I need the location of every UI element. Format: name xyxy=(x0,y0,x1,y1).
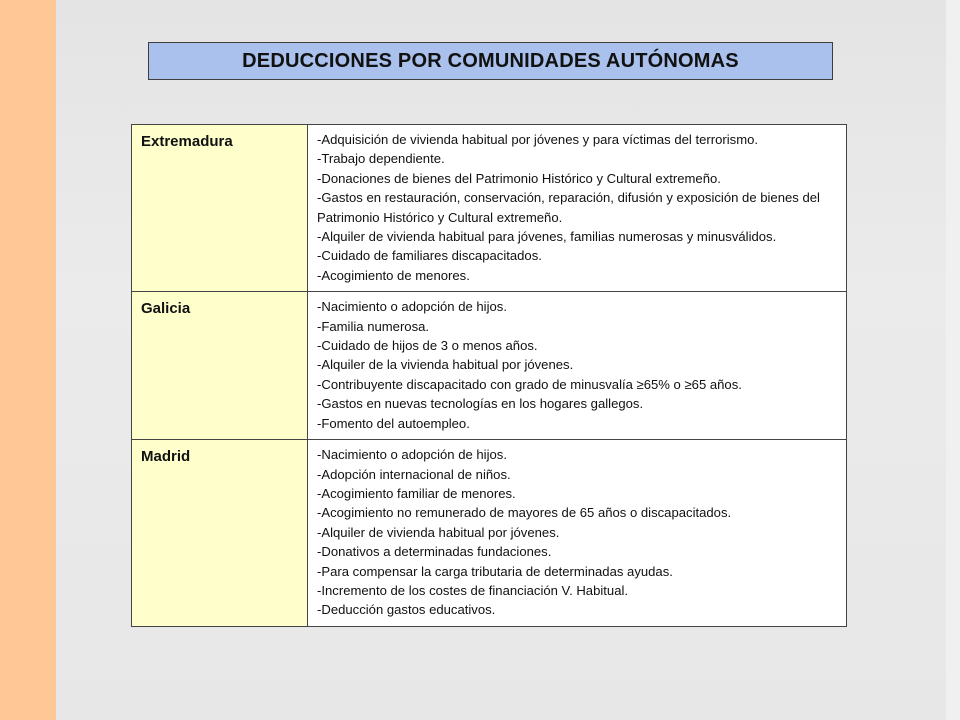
region-name: Madrid xyxy=(141,448,191,466)
region-cell xyxy=(132,440,308,627)
deduction-item: -Nacimiento o adopción de hijos. xyxy=(317,447,507,463)
deduction-item: -Adopción internacional de niños. xyxy=(317,466,511,482)
deduction-item: -Alquiler de la vivienda habitual por jóvenes. xyxy=(317,357,574,373)
deduction-item: -Donativos a determinadas fundaciones. xyxy=(317,544,552,560)
deduction-item: -Acogimiento no remunerado de mayores de 65 años o discapacitados. xyxy=(317,505,732,521)
deduction-item: -Cuidado de hijos de 3 o menos años. xyxy=(317,338,538,354)
region-cell xyxy=(132,125,308,292)
deduction-item: -Para compensar la carga tributaria de determinadas ayudas. xyxy=(317,563,673,579)
region-name: Extremadura xyxy=(141,133,233,150)
deduction-item: -Alquiler de vivienda habitual para jóvenes, familias numerosas y minusválidos. xyxy=(317,229,777,245)
table-row-galicia xyxy=(132,292,847,440)
left-accent-bar xyxy=(0,0,56,720)
deduction-item: -Fomento del autoempleo. xyxy=(317,415,470,431)
deduction-item: -Cuidado de familiares discapacitados. xyxy=(317,248,542,264)
table-row-extremadura xyxy=(132,125,847,292)
deduction-item: -Familia numerosa. xyxy=(317,318,430,334)
deduction-item: -Incremento de los costes de financiación V. Habitual. xyxy=(317,582,629,598)
deduction-item: -Contribuyente discapacitado con grado de minusvalía ≥65% o ≥65 años. xyxy=(317,376,742,392)
table-row-madrid xyxy=(132,440,847,627)
page-title: DEDUCCIONES POR COMUNIDADES AUTÓNOMAS xyxy=(242,49,739,72)
region-name: Galicia xyxy=(141,300,191,318)
deductions-cell xyxy=(308,125,847,292)
deduction-item: -Donaciones de bienes del Patrimonio Histórico y Cultural extremeño. xyxy=(317,170,721,186)
deduction-item: -Gastos en nuevas tecnologías en los hogares gallegos. xyxy=(317,396,644,412)
deduction-item: -Adquisición de vivienda habitual por jóvenes y para víctimas del terrorismo. xyxy=(317,132,759,147)
title-banner xyxy=(148,42,833,80)
deduction-item: -Gastos en restauración, conservación, reparación, difusión y exposición de bienes del Patrimonio Histórico y Cultural extremeño. xyxy=(317,190,820,225)
right-margin-bar xyxy=(946,0,960,720)
deductions-table xyxy=(131,124,847,627)
deduction-item: -Deducción gastos educativos. xyxy=(317,602,496,618)
deduction-item: -Nacimiento o adopción de hijos. xyxy=(317,299,507,315)
deduction-item: -Acogimiento familiar de menores. xyxy=(317,485,516,501)
deductions-cell xyxy=(308,440,847,627)
deduction-item: -Acogimiento de menores. xyxy=(317,267,470,283)
deduction-item: -Trabajo dependiente. xyxy=(317,151,445,167)
deductions-cell xyxy=(308,292,847,440)
deduction-item: -Alquiler de vivienda habitual por jóvenes. xyxy=(317,524,560,540)
region-cell xyxy=(132,292,308,440)
